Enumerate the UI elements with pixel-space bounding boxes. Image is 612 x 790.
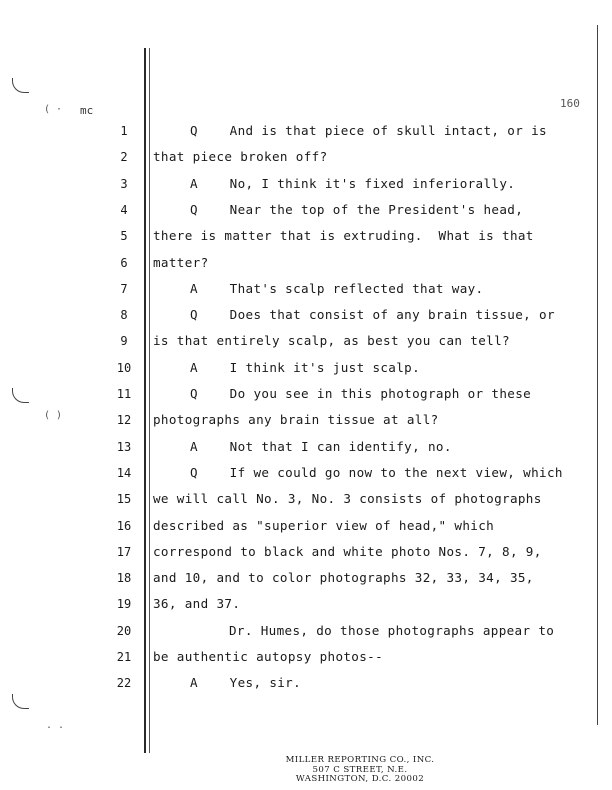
line-number: 19 bbox=[116, 597, 132, 612]
line-number: 20 bbox=[116, 623, 132, 638]
transcript-line: A Yes, sir. bbox=[190, 675, 302, 691]
line-number: 2 bbox=[120, 150, 128, 165]
margin-rule-inner bbox=[149, 48, 150, 753]
line-number: 13 bbox=[116, 439, 132, 454]
punch-hole-mark bbox=[12, 388, 29, 403]
transcript-line: A I think it's just scalp. bbox=[190, 359, 421, 375]
transcript-line: Q Does that consist of any brain tissue, or bbox=[190, 307, 555, 323]
line-number: 9 bbox=[120, 334, 128, 349]
transcript-line: correspond to black and white photo Nos. 7, 8, 9, bbox=[153, 543, 542, 559]
transcript-line: there is matter that is extruding. What is that bbox=[153, 228, 534, 244]
transcript-line: Q Do you see in this photograph or these bbox=[190, 386, 532, 401]
line-number: 10 bbox=[116, 360, 132, 375]
punch-hole-mark bbox=[12, 694, 29, 709]
punch-hole-mark bbox=[12, 78, 29, 93]
transcript-line: 36, and 37. bbox=[153, 596, 241, 612]
line-number: 14 bbox=[116, 465, 132, 480]
reporter-initials: mc bbox=[80, 104, 94, 117]
scan-speck: ( ) bbox=[44, 410, 63, 421]
transcript-line: and 10, and to color photographs 32, 33, 34, 35, bbox=[153, 570, 534, 586]
line-number: 6 bbox=[120, 255, 128, 270]
page-number: 160 bbox=[560, 97, 580, 110]
footer-city: WASHINGTON, D.C. 20002 bbox=[295, 774, 425, 784]
footer-company: MILLER REPORTING CO., INC. bbox=[285, 755, 435, 765]
line-number: 17 bbox=[116, 544, 132, 559]
transcript-line: A That's scalp reflected that way. bbox=[190, 280, 484, 296]
transcript-line: Q And is that piece of skull intact, or is bbox=[190, 123, 547, 138]
line-number: 8 bbox=[120, 308, 128, 323]
footer-street: 507 C STREET, N.E. bbox=[312, 764, 408, 775]
line-number: 3 bbox=[120, 176, 128, 191]
line-number: 15 bbox=[116, 492, 132, 507]
transcript-line: Q If we could go now to the next view, which bbox=[190, 464, 563, 480]
line-number: 18 bbox=[116, 571, 132, 586]
transcript-line: described as "superior view of head," which bbox=[153, 517, 495, 533]
transcript-line: we will call No. 3, No. 3 consists of photographs bbox=[153, 491, 542, 507]
line-number: 1 bbox=[120, 124, 128, 138]
line-number: 22 bbox=[116, 676, 132, 691]
transcript-line: Dr. Humes, do those photographs appear to bbox=[229, 622, 555, 638]
transcript-line: Q Near the top of the President's head, bbox=[190, 201, 524, 217]
transcript-line: A No, I think it's fixed inferiorally. bbox=[190, 175, 516, 191]
transcript-line: be authentic autopsy photos-- bbox=[153, 649, 384, 664]
line-number: 7 bbox=[120, 281, 128, 296]
margin-rule bbox=[144, 48, 146, 753]
line-number: 12 bbox=[116, 413, 132, 428]
reporter-footer bbox=[250, 756, 470, 785]
transcript-line: matter? bbox=[153, 254, 209, 270]
line-number: 4 bbox=[120, 202, 128, 217]
line-number: 11 bbox=[116, 387, 132, 401]
right-edge-rule bbox=[597, 25, 598, 725]
line-number: 16 bbox=[116, 518, 132, 533]
transcript-line: photographs any brain tissue at all? bbox=[153, 412, 439, 428]
transcript-line: A Not that I can identify, no. bbox=[190, 438, 452, 454]
transcript-line: that piece broken off? bbox=[153, 149, 328, 165]
line-number: 21 bbox=[116, 650, 132, 664]
transcript-line: is that entirely scalp, as best you can tell? bbox=[153, 333, 510, 349]
line-number: 5 bbox=[120, 229, 128, 244]
scan-speck: . . bbox=[46, 720, 65, 731]
scan-speck: ( · bbox=[44, 104, 63, 115]
